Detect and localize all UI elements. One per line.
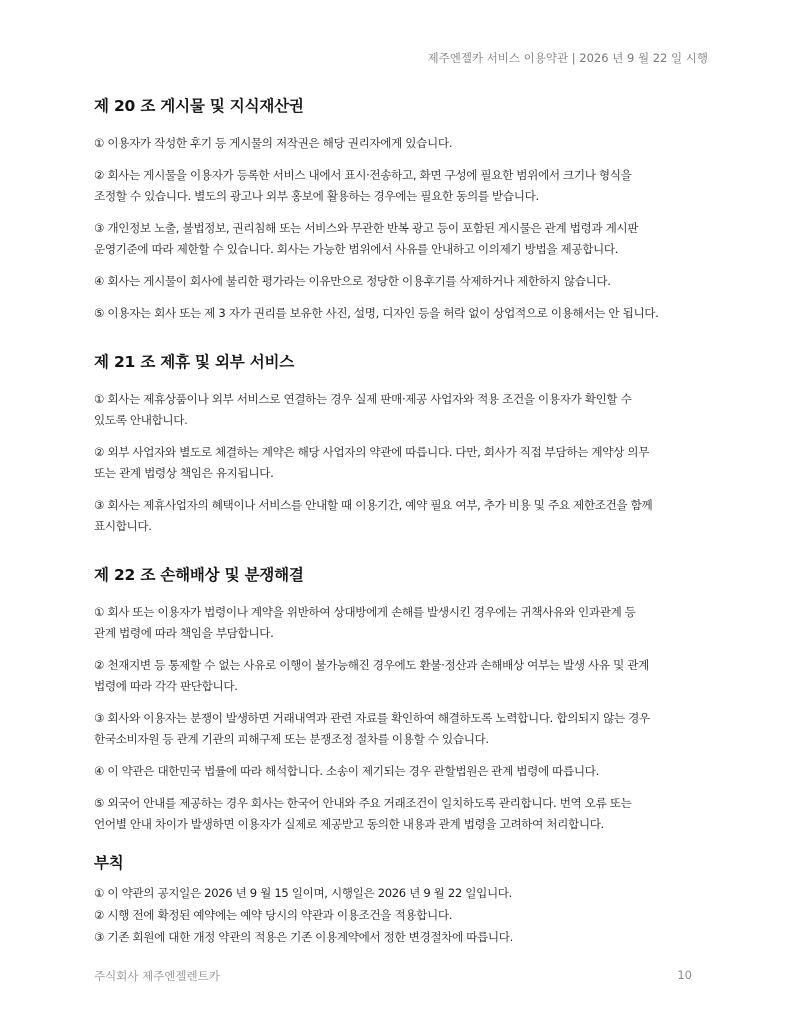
article-20-title: 제 20 조 게시물 및 지식재산권	[94, 97, 304, 115]
article-21-clause-3: ③ 회사는 제휴사업자의 혜택이나 서비스를 안내할 때 이용기간, 예약 필요 여부, 추가 비용 및 주요 제한조건을 함께 표시합니다.	[94, 498, 653, 533]
article-22-clause-5: ⑤ 외국어 안내를 제공하는 경우 회사는 한국어 안내와 주요 거래조건이 일치하도록 관리합니다. 번역 오류 또는 언어별 안내 차이가 발생하면 이용자가 실제로 제공받고 동의한 내용과 관계 법령을 고려하여 처리합니다.	[94, 796, 632, 831]
running-header: 제주엔젤카 서비스 이용약관 | 2026 년 9 월 22 일 시행	[427, 51, 708, 65]
article-20-clause-4: ④ 회사는 게시물이 회사에 불리한 평가라는 이유만으로 정당한 이용후기를 삭제하거나 제한하지 않습니다.	[94, 274, 611, 288]
article-22-clause-4: ④ 이 약관은 대한민국 법률에 따라 해석합니다. 소송이 제기되는 경우 관할법원은 관계 법령에 따릅니다.	[94, 764, 599, 778]
page-number: 10	[677, 968, 692, 982]
article-20-clause-3: ③ 개인정보 노출, 불법정보, 권리침해 또는 서비스와 무관한 반복 광고 등이 포함된 게시물은 관계 법령과 게시판 운영기준에 따라 제한할 수 있습니다. 회사는 가능한 범위에서 사유를 안내하고 이의제기 방법을 제공합니다.	[94, 221, 639, 256]
supplementary-title: 부칙	[94, 854, 124, 872]
supplementary-item-3: ③ 기존 회원에 대한 개정 약관의 적용은 기존 이용계약에서 정한 변경절차에 따릅니다.	[94, 930, 513, 944]
supplementary-item-2: ② 시행 전에 확정된 예약에는 예약 당시의 약관과 이용조건을 적용합니다.	[94, 908, 453, 922]
article-21-clause-1: ① 회사는 제휴상품이나 외부 서비스로 연결하는 경우 실제 판매·제공 사업자와 적용 조건을 이용자가 확인할 수 있도록 안내합니다.	[94, 392, 632, 427]
article-22-clause-3: ③ 회사와 이용자는 분쟁이 발생하면 거래내역과 관련 자료를 확인하여 해결하도록 노력합니다. 합의되지 않는 경우 한국소비자원 등 관계 기관의 피해구제 또는 분쟁조정 절차를 이용할 수 있습니다.	[94, 711, 650, 746]
article-20-clause-2: ② 회사는 게시물을 이용자가 등록한 서비스 내에서 표시·전송하고, 화면 구성에 필요한 범위에서 크기나 형식을 조정할 수 있습니다. 별도의 광고나 외부 홍보에 활용하는 경우에는 필요한 동의를 받습니다.	[94, 168, 632, 203]
article-22-title: 제 22 조 손해배상 및 분쟁해결	[94, 566, 304, 584]
article-20-clause-1: ① 이용자가 작성한 후기 등 게시물의 저작권은 해당 권리자에게 있습니다.	[94, 136, 453, 150]
article-20-clause-5: ⑤ 이용자는 회사 또는 제 3 자가 권리를 보유한 사진, 설명, 디자인 등을 허락 없이 상업적으로 이용해서는 안 됩니다.	[94, 306, 659, 320]
article-22-clause-2: ② 천재지변 등 통제할 수 없는 사유로 이행이 불가능해진 경우에도 환불·정산과 손해배상 여부는 발생 사유 및 관계 법령에 따라 각각 판단합니다.	[94, 658, 649, 693]
document-body	[94, 96, 704, 948]
article-21-clause-2: ② 외부 사업자와 별도로 체결하는 계약은 해당 사업자의 약관에 따릅니다. 다만, 회사가 직접 부담하는 계약상 의무 또는 관계 법령상 책임은 유지됩니다.	[94, 445, 649, 480]
article-21-title: 제 21 조 제휴 및 외부 서비스	[94, 353, 295, 371]
footer-company: 주식회사 제주엔젤렌트카	[94, 969, 220, 983]
article-22-clause-1: ① 회사 또는 이용자가 법령이나 계약을 위반하여 상대방에게 손해를 발생시킨 경우에는 귀책사유와 인과관계 등 관계 법령에 따라 책임을 부담합니다.	[94, 605, 636, 640]
supplementary-provisions	[94, 853, 704, 948]
supplementary-item-1: ① 이 약관의 공지일은 2026 년 9 월 15 일이며, 시행일은 2026 년 9 월 22 일입니다.	[94, 886, 512, 900]
